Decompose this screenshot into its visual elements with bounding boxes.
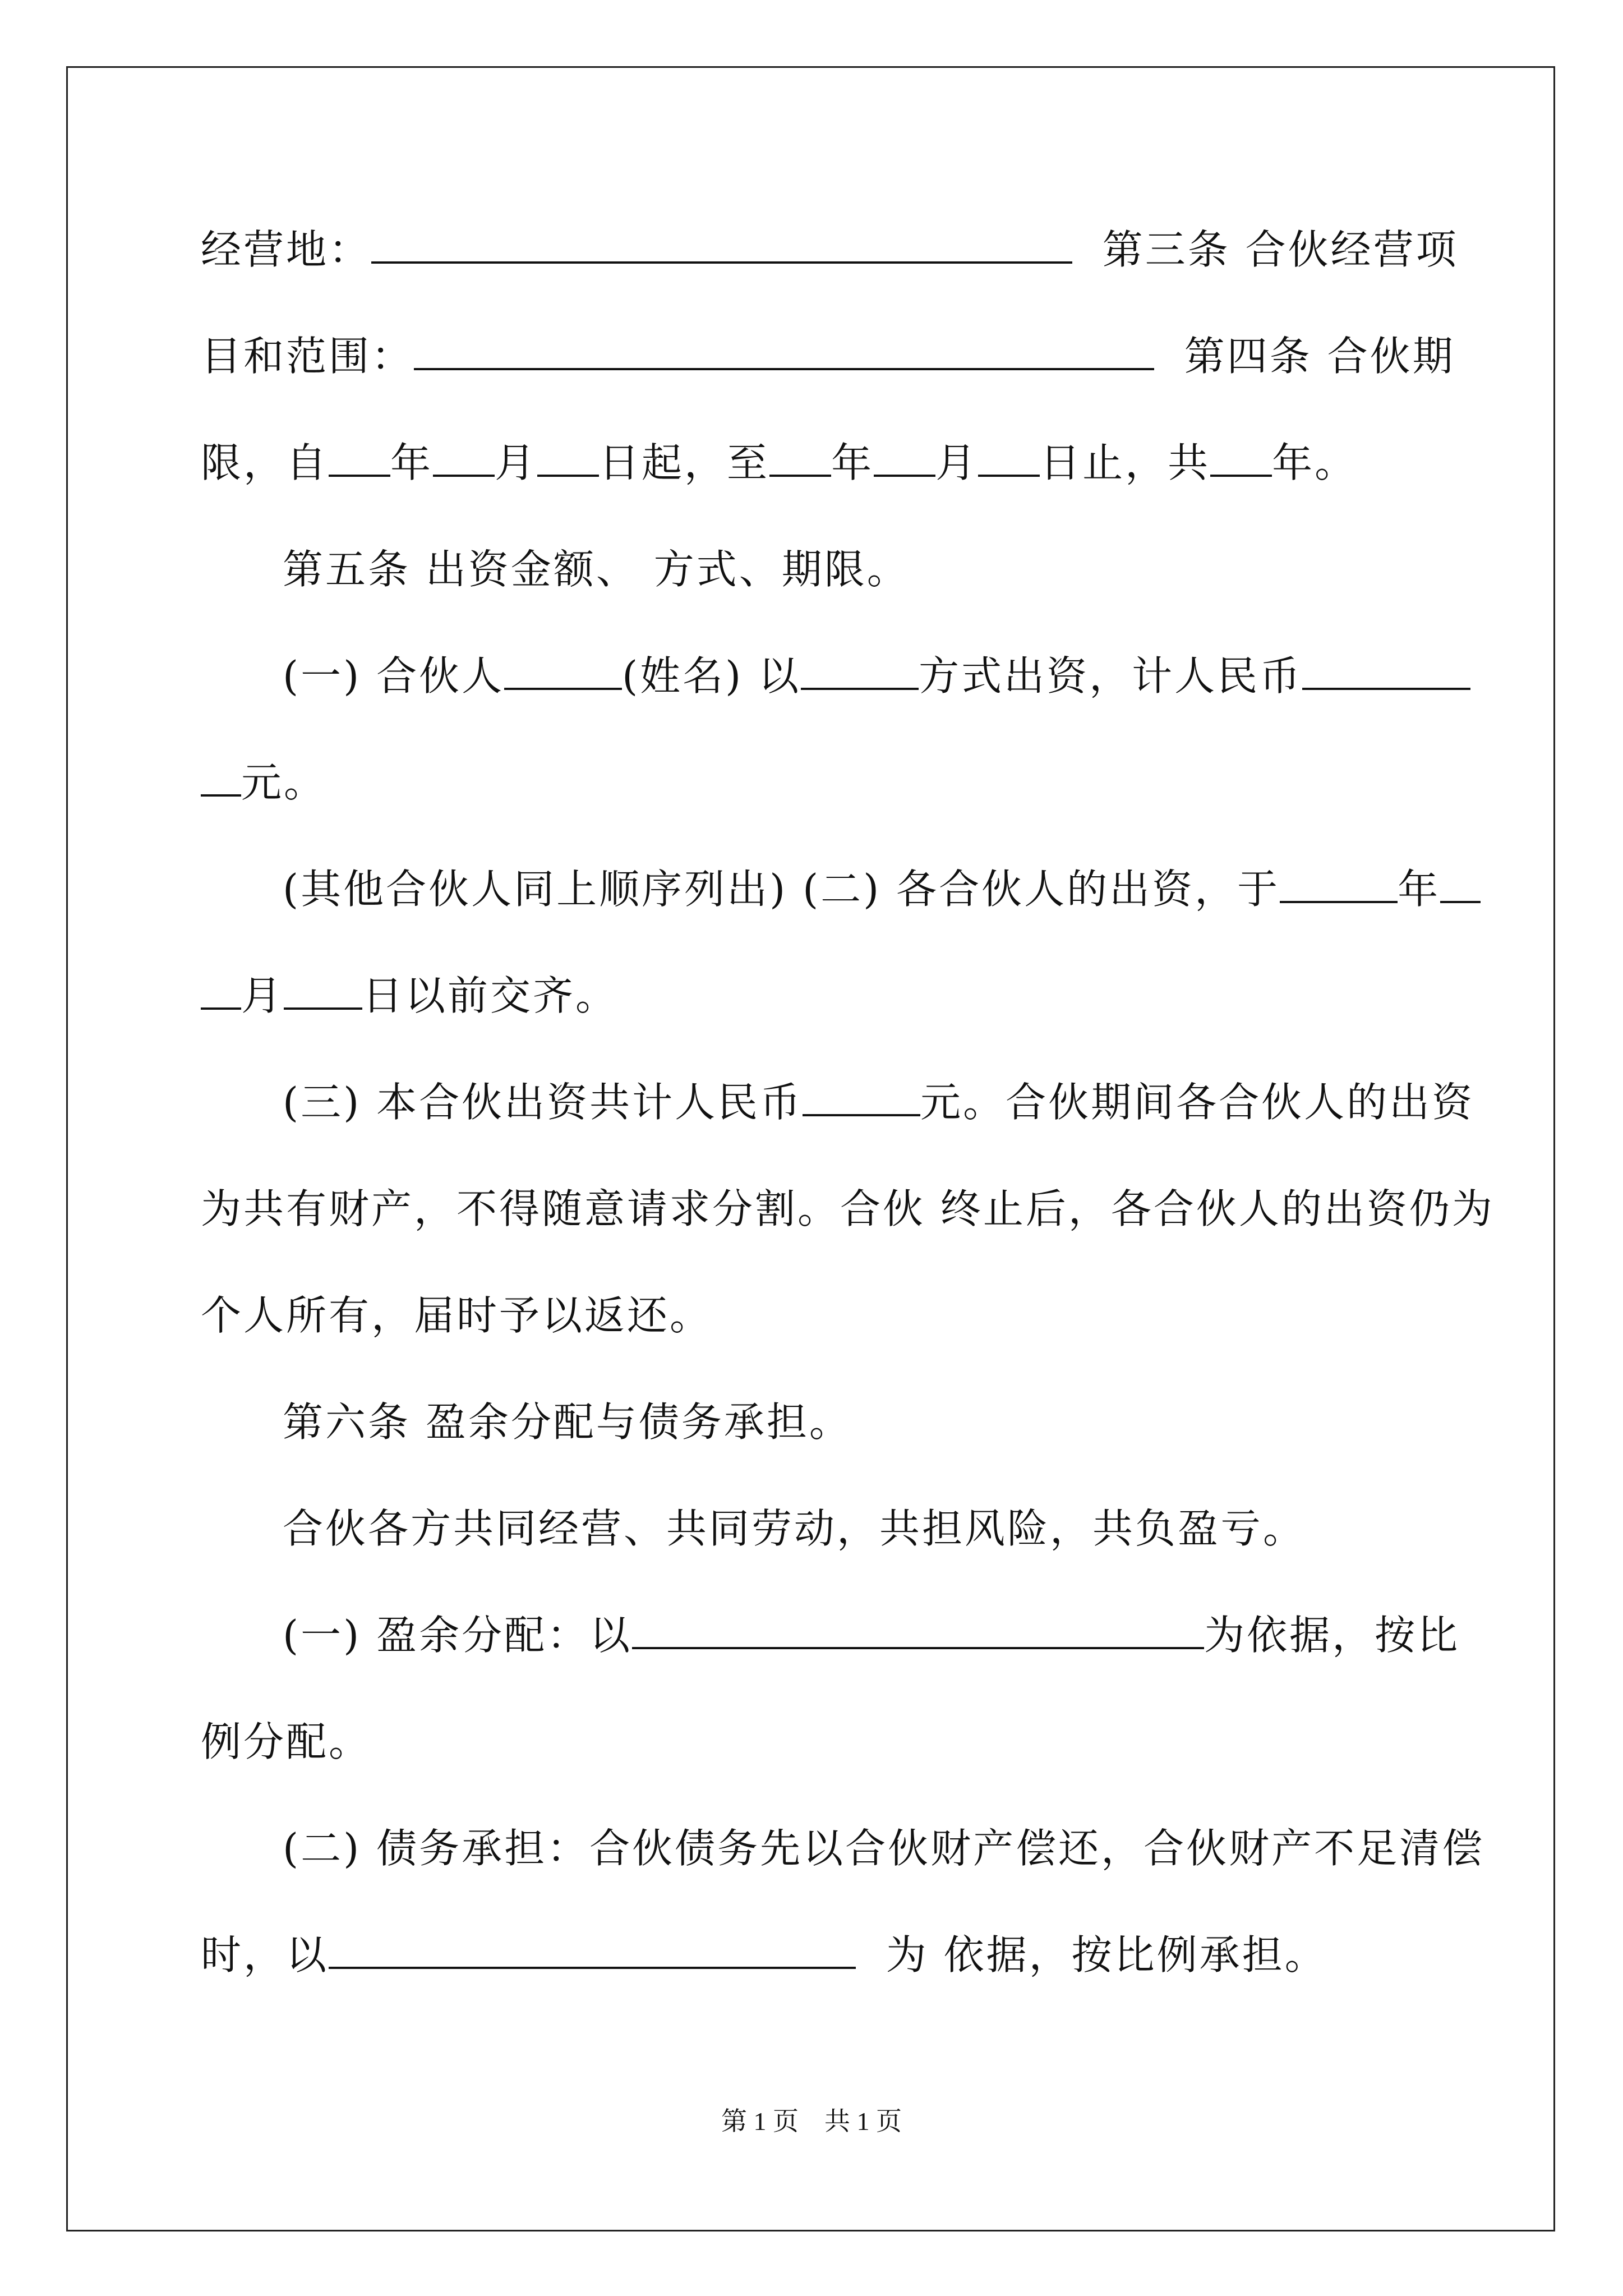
page-footer: 第 1 页 共 1 页 xyxy=(721,2107,902,2136)
text: 合伙各方共同经营、共同劳动，共担风险，共负盈亏。 xyxy=(283,1505,1306,1552)
line-6 xyxy=(201,746,1423,853)
text: 第五条 出资金额、 方式、期限。 xyxy=(283,546,910,593)
text: 月 xyxy=(495,439,538,486)
text: 日止，共 xyxy=(1040,439,1211,486)
text: 经营地： xyxy=(201,226,372,273)
line-15 xyxy=(201,1705,1423,1812)
text: (一) 盈余分配：以 xyxy=(283,1612,633,1659)
line-5 xyxy=(201,639,1423,746)
fill-blank-total-contribution[interactable] xyxy=(803,1078,920,1116)
text: 日以前交齐。 xyxy=(362,972,619,1019)
text: 为共有财产，不得随意请求分割。合伙 终止后，各合伙人的出资仍为 xyxy=(201,1185,1495,1232)
fill-blank-payment-month[interactable] xyxy=(201,972,241,1010)
text: 月 xyxy=(241,972,284,1019)
line-13 xyxy=(201,1492,1423,1599)
line-10 xyxy=(201,1172,1495,1279)
fill-blank-profit-basis[interactable] xyxy=(632,1611,1204,1649)
text: 第四条 合伙期 xyxy=(1184,333,1455,380)
line-12 xyxy=(201,1386,1423,1492)
text: 限，自 xyxy=(201,439,329,486)
line-11 xyxy=(201,1279,1423,1386)
line-3 xyxy=(201,426,1423,533)
fill-blank-payment-day[interactable] xyxy=(284,972,362,1010)
text: 第三条 合伙经营项 xyxy=(1102,226,1459,273)
fill-blank-contribution-method[interactable] xyxy=(801,652,919,690)
fill-blank-payment-year[interactable] xyxy=(1280,865,1398,903)
fill-blank-debt-basis[interactable] xyxy=(329,1931,856,1969)
text: 年 xyxy=(831,439,874,486)
text: 为 依据，按比例承担。 xyxy=(886,1931,1327,1978)
fill-blank-business-location[interactable] xyxy=(371,226,1072,264)
text: 例分配。 xyxy=(201,1718,372,1765)
fill-blank-start-year[interactable] xyxy=(329,439,390,477)
text: 目和范围： xyxy=(201,333,414,380)
fill-blank-payment-month-start[interactable] xyxy=(1440,865,1481,903)
text: 第六条 盈余分配与债务承担。 xyxy=(283,1398,852,1446)
fill-blank-end-day[interactable] xyxy=(978,439,1040,477)
text: 月 xyxy=(935,439,979,486)
text: (三) 本合伙出资共计人民币 xyxy=(283,1079,803,1126)
line-1 xyxy=(201,213,1459,320)
fill-blank-end-year[interactable] xyxy=(769,439,831,477)
line-9 xyxy=(201,1066,1475,1172)
fill-blank-end-month[interactable] xyxy=(874,439,935,477)
line-17 xyxy=(201,1918,1423,2025)
text: (其他合伙人同上顺序列出) (二) 各合伙人的出资，于 xyxy=(283,866,1280,913)
fill-blank-start-day[interactable] xyxy=(537,439,599,477)
line-4 xyxy=(201,533,1423,639)
line-14 xyxy=(201,1599,1460,1705)
text: 年。 xyxy=(1272,439,1358,486)
text: 年 xyxy=(1398,866,1441,913)
fill-blank-start-month[interactable] xyxy=(433,439,495,477)
text: 日起，至 xyxy=(599,439,770,486)
line-8 xyxy=(201,959,1423,1066)
text: 时，以 xyxy=(201,1931,329,1978)
text: (二) 债务承担：合伙债务先以合伙财产偿还，合伙财产不足清偿 xyxy=(283,1825,1485,1872)
fill-blank-partner-name[interactable] xyxy=(504,652,622,690)
line-2 xyxy=(201,320,1455,426)
text: 个人所有，届时予以返还。 xyxy=(201,1292,713,1339)
fill-blank-contribution-amount[interactable] xyxy=(1302,652,1470,690)
fill-blank-business-scope[interactable] xyxy=(414,332,1154,370)
text: (姓名) 以 xyxy=(622,652,801,700)
text: (一) 合伙人 xyxy=(283,652,505,700)
text: 为依据，按比 xyxy=(1204,1612,1460,1659)
text: 方式出资，计人民币 xyxy=(919,652,1303,700)
document-body xyxy=(201,213,1495,2025)
fill-blank-total-years[interactable] xyxy=(1210,439,1272,477)
text: 年 xyxy=(390,439,434,486)
line-7 xyxy=(201,853,1441,959)
fill-blank-contribution-amount-cont[interactable] xyxy=(201,758,241,797)
text: 元。 xyxy=(241,759,327,806)
line-16 xyxy=(201,1812,1485,1918)
text: 元。合伙期间各合伙人的出资 xyxy=(920,1079,1475,1126)
